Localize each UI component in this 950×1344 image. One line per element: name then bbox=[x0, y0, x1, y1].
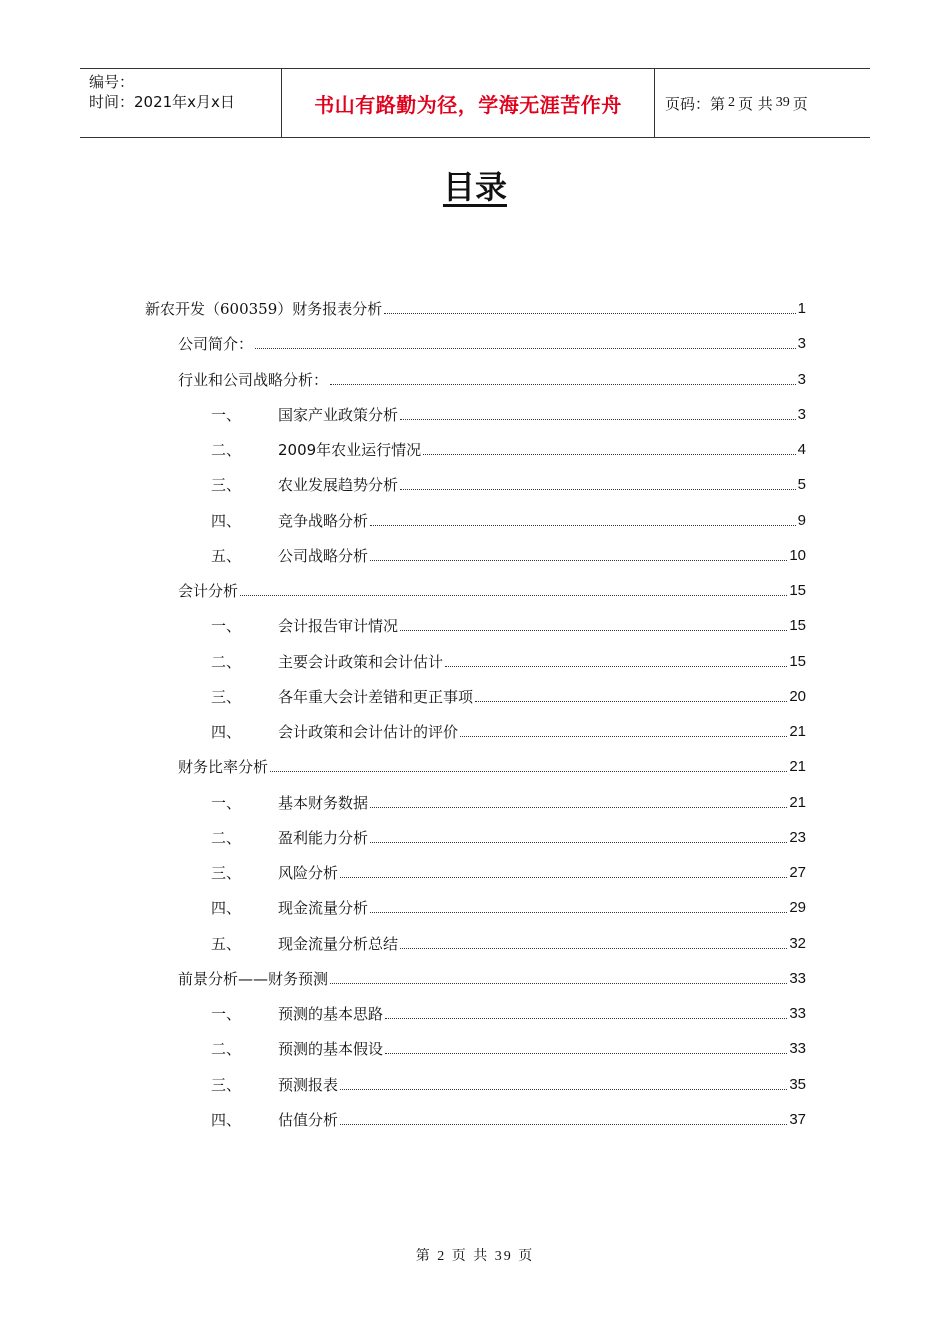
page-label-prefix: 页码：第 bbox=[665, 94, 726, 113]
toc-entry-page: 20 bbox=[789, 687, 806, 705]
toc-entry-label bbox=[211, 827, 368, 849]
toc-entry-number: 四、 bbox=[211, 1110, 242, 1129]
toc-entry[interactable] bbox=[178, 369, 806, 391]
toc-entry-page: 21 bbox=[789, 758, 806, 776]
toc-entry-label bbox=[211, 439, 421, 461]
page-footer bbox=[0, 1245, 950, 1265]
toc-entry-number: 二、 bbox=[211, 1040, 242, 1059]
toc-entry-text: 各年重大会计差错和更正事项 bbox=[278, 687, 474, 706]
toc-leader-dots bbox=[370, 559, 787, 561]
toc-entry-text: 会计分析 bbox=[178, 582, 239, 600]
toc-leader-dots bbox=[370, 524, 796, 526]
toc-entry-label bbox=[211, 792, 368, 814]
toc-entry[interactable] bbox=[211, 439, 806, 461]
toc-entry[interactable] bbox=[211, 827, 806, 849]
toc-entry-number: 三、 bbox=[211, 1075, 242, 1094]
toc-entry-page: 1 bbox=[797, 300, 806, 317]
toc-entry-number: 三、 bbox=[211, 864, 242, 882]
toc-entry-page: 15 bbox=[789, 582, 806, 599]
toc-entry-label bbox=[145, 298, 382, 320]
toc-entry-text: 现金流量分析总结 bbox=[278, 934, 399, 953]
toc-entry-page: 15 bbox=[789, 652, 806, 670]
toc-entry-text: 财务比率分析 bbox=[178, 758, 269, 777]
toc-entry[interactable] bbox=[211, 1109, 806, 1131]
toc-entry-text: 新农开发（600359）财务报表分析 bbox=[145, 300, 383, 318]
toc-entry-label bbox=[211, 474, 398, 496]
toc-leader-dots bbox=[340, 876, 787, 878]
toc-entry-text: 会计报告审计情况 bbox=[278, 617, 399, 636]
page-label-suffix: 页 bbox=[792, 94, 808, 113]
toc-entry-text: 前景分析——财务预测 bbox=[178, 969, 329, 988]
toc-entry-label bbox=[178, 580, 238, 602]
toc-entry-label bbox=[211, 721, 458, 743]
toc-entry[interactable] bbox=[211, 1074, 806, 1096]
footer-mid: 页 共 bbox=[451, 1249, 490, 1264]
toc-entry-text: 会计政策和会计估计的评价 bbox=[278, 723, 459, 741]
toc-entry[interactable] bbox=[178, 968, 806, 990]
toc-entry-page: 3 bbox=[797, 335, 806, 353]
toc-entry-page: 33 bbox=[789, 1005, 806, 1022]
toc-leader-dots bbox=[370, 911, 787, 913]
toc-entry-text: 基本财务数据 bbox=[278, 793, 369, 812]
toc-entry-label bbox=[211, 897, 368, 919]
toc-entry-label bbox=[178, 756, 268, 778]
toc-entry[interactable] bbox=[211, 862, 806, 884]
toc-entry-text: 2009年农业运行情况 bbox=[278, 441, 422, 459]
toc-entry-page: 3 bbox=[797, 370, 806, 388]
toc-entry-number: 一、 bbox=[211, 617, 242, 636]
toc-entry[interactable] bbox=[211, 474, 806, 496]
toc-entry[interactable] bbox=[145, 298, 806, 320]
toc-leader-dots bbox=[460, 735, 787, 737]
toc-entry-number: 三、 bbox=[211, 687, 242, 706]
toc-entry-number: 五、 bbox=[211, 934, 242, 953]
toc-entry-label bbox=[211, 651, 443, 673]
toc-entry-number: 一、 bbox=[211, 793, 242, 812]
footer-current: 2 bbox=[437, 1249, 447, 1264]
toc-entry-page: 5 bbox=[797, 476, 806, 494]
toc-entry-label bbox=[211, 1074, 338, 1096]
toc-entry[interactable] bbox=[211, 545, 806, 567]
toc-entry[interactable] bbox=[211, 933, 806, 955]
toc-entry-page: 21 bbox=[789, 723, 806, 740]
toc-entry-text: 现金流量分析 bbox=[278, 899, 369, 918]
toc-entry-page: 9 bbox=[797, 511, 806, 529]
page-current: 2 bbox=[728, 95, 736, 110]
toc-entry-label bbox=[211, 1003, 383, 1025]
toc-leader-dots bbox=[340, 1123, 787, 1125]
toc-entry-page: 33 bbox=[789, 1040, 806, 1058]
toc-leader-dots bbox=[400, 947, 787, 949]
footer-suffix: 页 bbox=[518, 1249, 535, 1264]
toc-entry-page: 29 bbox=[789, 899, 806, 917]
toc-entry-label bbox=[211, 510, 368, 532]
toc-leader-dots bbox=[255, 347, 796, 349]
toc-entry-number: 一、 bbox=[211, 1005, 242, 1023]
toc-entry-text: 预测的基本思路 bbox=[278, 1005, 384, 1023]
toc-entry-page: 33 bbox=[789, 969, 806, 987]
toc-leader-dots bbox=[445, 665, 787, 667]
toc-entry-text: 预测的基本假设 bbox=[278, 1040, 384, 1059]
toc-entry-text: 竞争战略分析 bbox=[278, 511, 369, 530]
page-total: 39 bbox=[775, 95, 790, 110]
toc-entry-label bbox=[211, 1038, 383, 1060]
toc-leader-dots bbox=[400, 418, 796, 420]
toc-leader-dots bbox=[240, 594, 787, 596]
toc-entry-label bbox=[211, 686, 473, 708]
toc-entry-number: 一、 bbox=[211, 405, 242, 424]
toc-entry[interactable] bbox=[211, 510, 806, 532]
toc-entry-page: 21 bbox=[789, 793, 806, 811]
toc-entry-label bbox=[211, 545, 368, 567]
toc-entry-label bbox=[178, 333, 253, 355]
toc-entry-text: 行业和公司战略分析： bbox=[178, 370, 329, 389]
header-page-info bbox=[655, 69, 870, 137]
toc-entry-text: 公司战略分析 bbox=[278, 546, 369, 565]
toc-entry-text: 公司简介： bbox=[178, 335, 254, 354]
toc-entry[interactable] bbox=[211, 404, 806, 426]
page-header bbox=[80, 68, 870, 138]
toc-title-wrap bbox=[0, 162, 950, 208]
toc-entry-number: 三、 bbox=[211, 476, 242, 495]
toc-entry-page: 3 bbox=[797, 405, 806, 423]
toc-entry-number: 二、 bbox=[211, 828, 242, 847]
toc-entry-text: 主要会计政策和会计估计 bbox=[278, 652, 444, 671]
toc-entry[interactable] bbox=[211, 1038, 806, 1060]
toc-entry[interactable] bbox=[211, 721, 806, 743]
toc-entry[interactable] bbox=[211, 897, 806, 919]
header-motto: 书山有路勤为径，学海无涯苦作舟 bbox=[281, 69, 655, 137]
toc-entry-text: 农业发展趋势分析 bbox=[278, 476, 399, 495]
toc-leader-dots bbox=[370, 841, 787, 843]
toc-entry-number: 五、 bbox=[211, 546, 242, 565]
serial-label: 编号： bbox=[89, 73, 135, 91]
toc-entry[interactable] bbox=[211, 615, 806, 637]
toc-leader-dots bbox=[385, 1017, 787, 1019]
toc-entry-number: 二、 bbox=[211, 652, 242, 671]
toc-entry-page: 32 bbox=[789, 934, 806, 952]
footer-total: 39 bbox=[494, 1249, 513, 1264]
toc-entry-number: 四、 bbox=[211, 899, 242, 918]
toc-leader-dots bbox=[400, 629, 787, 631]
footer-prefix: 第 bbox=[415, 1249, 432, 1264]
toc-entry-text: 风险分析 bbox=[278, 864, 339, 882]
toc-entry-text: 国家产业政策分析 bbox=[278, 405, 399, 424]
toc-entry[interactable] bbox=[211, 651, 806, 673]
toc-entry[interactable] bbox=[211, 792, 806, 814]
toc-entry-number: 四、 bbox=[211, 511, 242, 530]
header-meta bbox=[80, 69, 281, 137]
toc-entry-page: 15 bbox=[789, 617, 806, 635]
toc-entry-label bbox=[211, 615, 398, 637]
toc-entry[interactable] bbox=[178, 580, 806, 602]
toc-entry-text: 预测报表 bbox=[278, 1075, 339, 1094]
toc-leader-dots bbox=[385, 1052, 787, 1054]
toc-entry-page: 23 bbox=[789, 828, 806, 846]
toc-leader-dots bbox=[270, 770, 787, 772]
toc-entry-page: 27 bbox=[789, 864, 806, 881]
toc-leader-dots bbox=[370, 806, 787, 808]
toc-title: 目录 bbox=[442, 168, 507, 206]
toc-entry-label bbox=[211, 862, 338, 884]
toc-entry-page: 35 bbox=[789, 1075, 806, 1093]
toc-entry-text: 盈利能力分析 bbox=[278, 828, 369, 847]
toc-leader-dots bbox=[423, 453, 795, 455]
page-label-mid: 页 共 bbox=[738, 94, 773, 113]
toc-entry-label bbox=[178, 968, 328, 990]
toc-entry-label bbox=[211, 933, 398, 955]
toc-leader-dots bbox=[475, 700, 787, 702]
toc-leader-dots bbox=[400, 488, 796, 490]
toc-entry-label bbox=[178, 369, 328, 391]
toc-entry-page: 4 bbox=[797, 441, 806, 458]
toc-leader-dots bbox=[330, 982, 787, 984]
toc-entry-page: 10 bbox=[789, 546, 806, 564]
toc-entry-number: 四、 bbox=[211, 723, 242, 741]
time-label: 时间：2021年x月x日 bbox=[89, 93, 235, 111]
toc-entry-label bbox=[211, 1109, 338, 1131]
toc-leader-dots bbox=[384, 312, 795, 314]
toc-entry-label bbox=[211, 404, 398, 426]
toc-entry-number: 二、 bbox=[211, 441, 242, 459]
toc-leader-dots bbox=[340, 1088, 787, 1090]
toc-entry-text: 估值分析 bbox=[278, 1110, 339, 1129]
toc-leader-dots bbox=[330, 383, 796, 385]
toc-entry-page: 37 bbox=[789, 1110, 806, 1128]
toc-entry[interactable] bbox=[178, 333, 806, 355]
toc-entry[interactable] bbox=[211, 1003, 806, 1025]
toc-entry[interactable] bbox=[178, 756, 806, 778]
toc-entry[interactable] bbox=[211, 686, 806, 708]
